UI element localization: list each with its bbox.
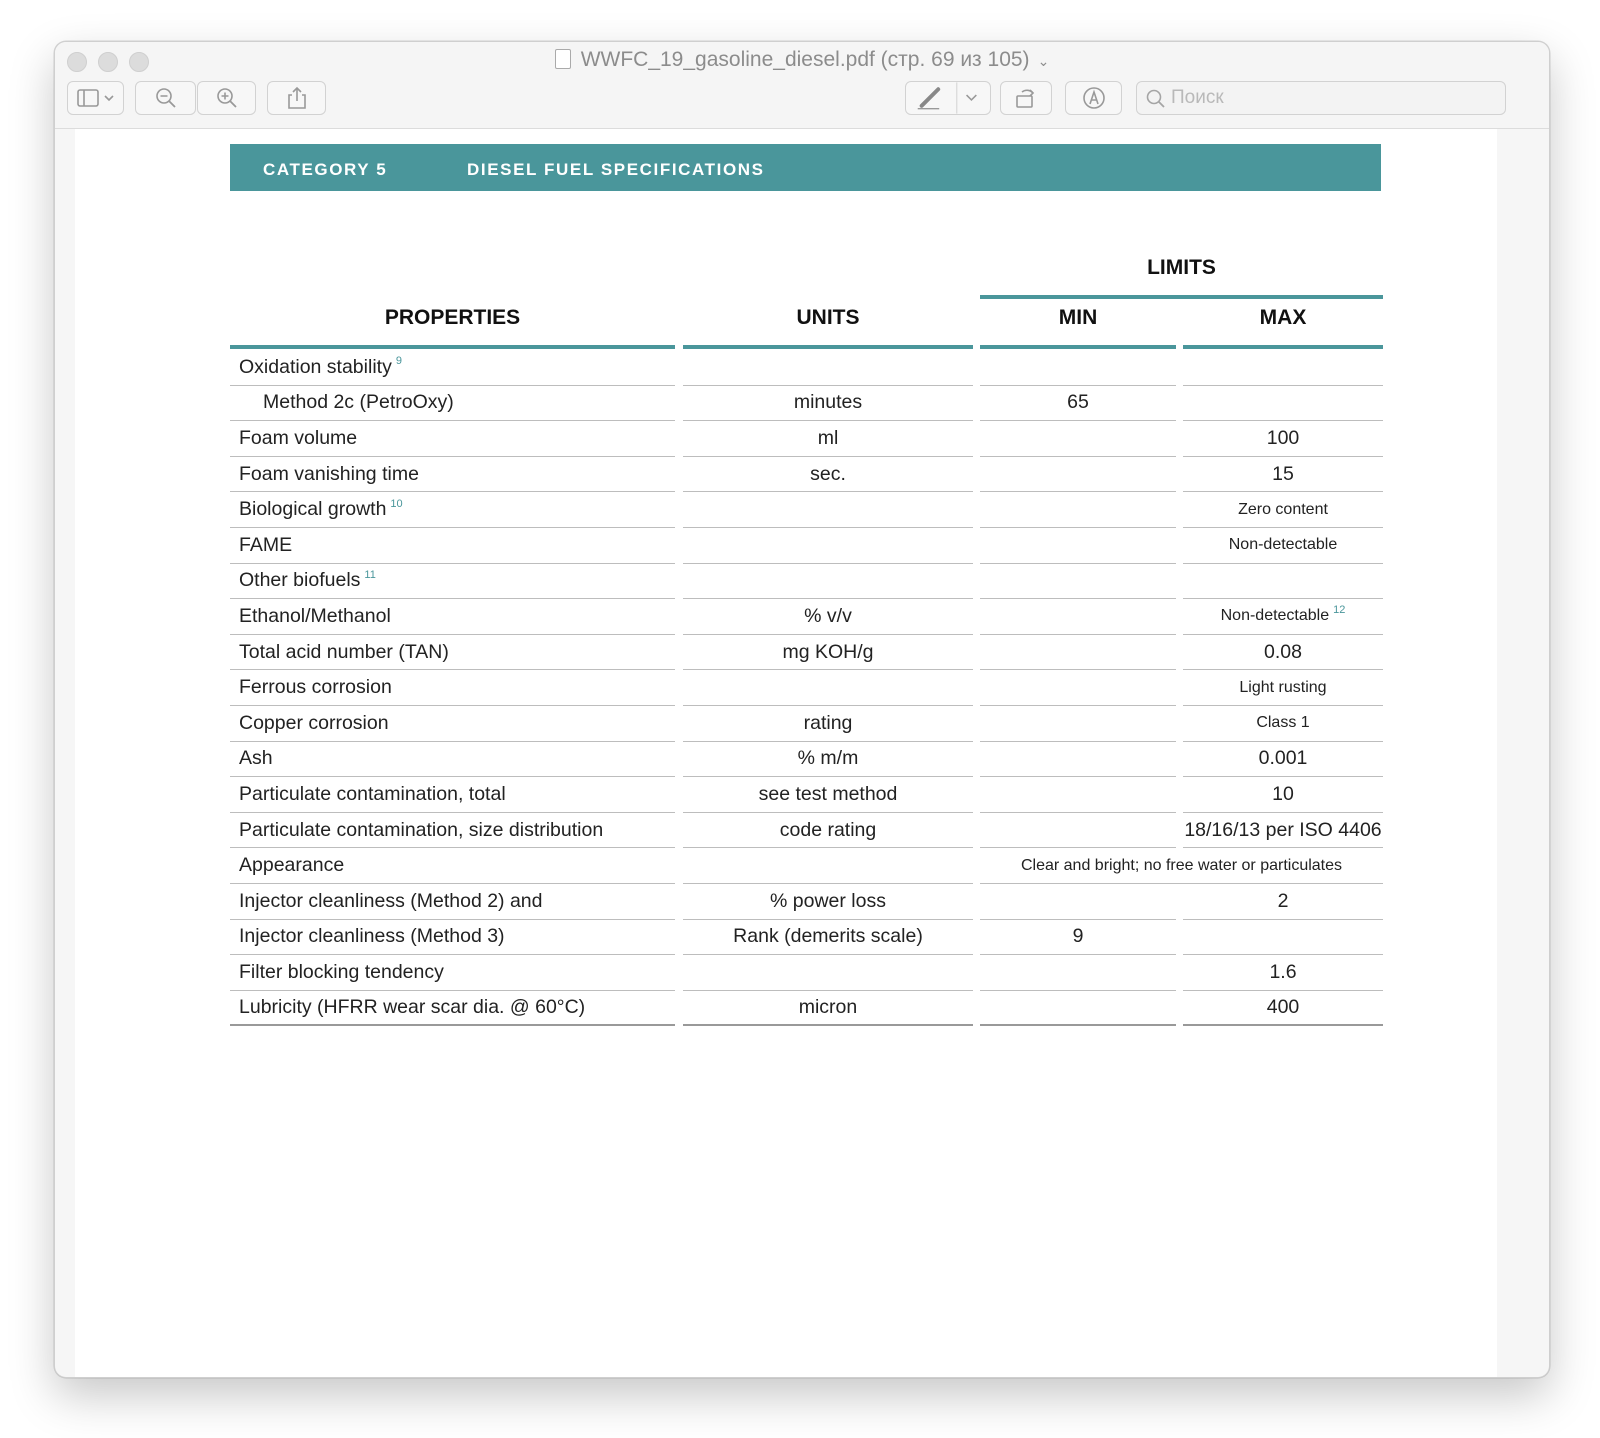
banner-title: DIESEL FUEL SPECIFICATIONS [467,160,765,179]
property-cell [230,599,675,635]
zoom-out-button[interactable] [135,81,196,115]
property-cell-text: Biological growth [239,498,387,521]
min-cell [980,670,1176,706]
max-cell [1183,706,1383,742]
header-rule [1183,345,1383,349]
units-cell [683,848,973,884]
document-icon [555,49,571,69]
property-cell [230,457,675,493]
table-row [75,955,1497,991]
property-cell [230,706,675,742]
property-cell-text: Copper corrosion [239,711,389,734]
table-row [75,848,1497,884]
units-cell [683,457,973,493]
footnote-marker[interactable]: 10 [390,497,403,510]
rotate-button[interactable] [1000,81,1052,115]
window-title: WWFC_19_gasoline_diesel.pdf (стр. 69 из 105) [580,48,1030,71]
property-cell [230,350,675,386]
min-cell [980,920,1176,956]
min-cell [980,635,1176,671]
units-header: UNITS [796,306,860,329]
property-cell-text: Injector cleanliness (Method 2) and [239,889,543,912]
table-row [75,599,1497,635]
footnote-marker[interactable]: 11 [364,568,376,581]
max-cell-text: Class 1 [1256,714,1310,732]
property-cell [230,920,675,956]
annotate-icon [1081,85,1107,111]
table-row [75,421,1497,457]
footnote-marker[interactable]: 9 [395,355,402,368]
units-cell [683,599,973,635]
max-cell [1183,742,1383,778]
min-header: MIN [1058,306,1098,329]
preview-window [54,41,1550,1378]
max-cell-text: Light rusting [1239,678,1327,696]
table-row [75,706,1497,742]
header-rule [683,345,973,349]
properties-header: PROPERTIES [384,306,521,329]
max-cell [1183,599,1383,635]
property-cell [230,955,675,991]
banner-category: CATEGORY 5 [263,160,388,179]
markup-pen-icon [906,82,990,114]
property-cell [230,670,675,706]
min-cell [980,884,1176,920]
units-cell-text: % m/m [797,747,859,770]
property-cell [230,635,675,671]
min-cell [980,742,1176,778]
table-row [75,386,1497,422]
header-rule [980,345,1176,349]
zoom-in-icon [215,86,239,110]
max-cell-text: 18/16/13 per ISO 4406 [1184,818,1382,841]
property-cell-text: Method 2c (PetroOxy) [263,391,454,414]
max-cell-text: 100 [1266,426,1300,449]
sidebar-icon [76,88,116,108]
zoom-out-icon [154,86,178,110]
property-cell [230,386,675,422]
title-bar [55,42,1549,129]
property-cell [230,742,675,778]
table-row [75,920,1497,956]
min-cell-text: 65 [1067,391,1089,414]
units-cell [683,564,973,600]
max-cell [1183,991,1383,1027]
max-cell-text: 400 [1266,996,1300,1019]
max-cell-text: 0.001 [1258,747,1308,770]
min-cell [980,599,1176,635]
property-cell-text: Ethanol/Methanol [239,604,391,627]
max-cell [1183,492,1383,528]
min-cell [980,492,1176,528]
max-cell [1183,955,1383,991]
max-cell-text: Zero content [1238,500,1328,518]
units-cell [683,492,973,528]
sidebar-toggle-button[interactable] [67,81,124,115]
limits-span-cell-text: Clear and bright; no free water or particulates [1020,856,1343,874]
max-cell [1183,421,1383,457]
max-cell [1183,777,1383,813]
property-cell-text: Oxidation stability [239,355,392,378]
min-cell [980,421,1176,457]
table-row [75,884,1497,920]
max-cell-text: 0.08 [1264,640,1302,663]
min-cell [980,564,1176,600]
search-input[interactable] [1171,82,1491,114]
table-row [75,457,1497,493]
min-cell [980,350,1176,386]
units-cell-text: Rank (demerits scale) [733,925,923,948]
table-row [75,742,1497,778]
units-cell [683,670,973,706]
units-cell-text: % power loss [770,889,886,912]
max-cell [1183,350,1383,386]
property-cell-text: Lubricity (HFRR wear scar dia. @ 60°C) [239,996,586,1019]
units-cell-text: sec. [810,462,846,485]
property-cell [230,991,675,1027]
min-cell [980,813,1176,849]
min-cell [980,706,1176,742]
units-cell [683,421,973,457]
table-row [75,350,1497,386]
min-cell [980,457,1176,493]
max-cell-text: 15 [1272,462,1294,485]
min-cell [980,777,1176,813]
table-row [75,991,1497,1027]
property-cell-text: Foam vanishing time [239,462,419,485]
property-cell [230,884,675,920]
footnote-marker[interactable]: 12 [1333,604,1346,617]
annotate-button[interactable] [1065,81,1122,115]
units-cell-text: % v/v [804,604,852,627]
units-cell-text: code rating [779,818,877,841]
share-icon [286,86,308,110]
property-cell [230,528,675,564]
property-cell-text: Ash [239,747,273,770]
units-cell-text: micron [798,996,858,1019]
table-row [75,528,1497,564]
units-cell [683,350,973,386]
property-cell-text: Particulate contamination, total [239,782,506,805]
units-cell [683,813,973,849]
units-cell-text: mg KOH/g [782,640,874,663]
max-cell [1183,386,1383,422]
table-row [75,670,1497,706]
units-cell [683,955,973,991]
property-cell-text: Total acid number (TAN) [239,640,449,663]
min-cell [980,991,1176,1027]
units-cell-text: minutes [793,391,863,414]
rotate-icon [1013,85,1039,111]
max-cell [1183,813,1383,849]
min-cell [980,955,1176,991]
property-cell [230,777,675,813]
max-cell-text: 10 [1272,782,1294,805]
units-cell-text: ml [817,426,839,449]
pdf-page [75,129,1497,1377]
property-cell-text: Appearance [239,854,345,877]
property-cell-text: FAME [239,533,293,556]
property-cell-text: Foam volume [239,426,358,449]
units-cell [683,991,973,1027]
property-cell [230,813,675,849]
zoom-in-button[interactable] [197,81,256,115]
units-cell [683,742,973,778]
table-row [75,777,1497,813]
units-cell [683,706,973,742]
max-cell [1183,528,1383,564]
markup-button[interactable] [905,81,991,115]
table-row [75,813,1497,849]
units-cell [683,777,973,813]
property-cell-text: Other biofuels [239,569,361,592]
property-cell [230,564,675,600]
units-cell [683,884,973,920]
window-title-area[interactable] [55,48,1549,72]
max-cell-text: Non-detectable [1228,536,1338,554]
limits-header: LIMITS [1147,256,1216,279]
max-cell-text: Non-detectable [1220,607,1330,625]
units-cell [683,386,973,422]
units-cell-text: see test method [758,782,898,805]
min-cell [980,386,1176,422]
units-cell [683,528,973,564]
max-cell [1183,884,1383,920]
category-banner [230,144,1381,191]
max-cell [1183,920,1383,956]
max-header: MAX [1259,306,1307,329]
property-cell [230,492,675,528]
min-cell-text: 9 [1072,925,1084,948]
max-cell [1183,457,1383,493]
property-cell-text: Ferrous corrosion [239,676,392,699]
property-cell-text: Injector cleanliness (Method 3) [239,925,505,948]
property-cell-text: Particulate contamination, size distribution [239,818,604,841]
property-cell-text: Filter blocking tendency [239,960,444,983]
units-cell-text: rating [803,711,853,734]
property-cell [230,421,675,457]
limits-rule [980,295,1383,299]
max-cell-text: 2 [1277,889,1289,912]
table-row [75,635,1497,671]
min-cell [980,528,1176,564]
max-cell [1183,635,1383,671]
max-cell [1183,670,1383,706]
chevron-down-icon[interactable]: ⌄ [1037,53,1050,69]
search-icon [1145,88,1167,110]
property-cell [230,848,675,884]
limits-span-cell [980,848,1383,884]
units-cell [683,635,973,671]
search-field[interactable] [1136,81,1506,115]
max-cell-text: 1.6 [1269,960,1297,983]
table-row [75,564,1497,600]
max-cell [1183,564,1383,600]
table-row [75,492,1497,528]
units-cell [683,920,973,956]
header-rule [230,345,675,349]
share-button[interactable] [267,81,326,115]
